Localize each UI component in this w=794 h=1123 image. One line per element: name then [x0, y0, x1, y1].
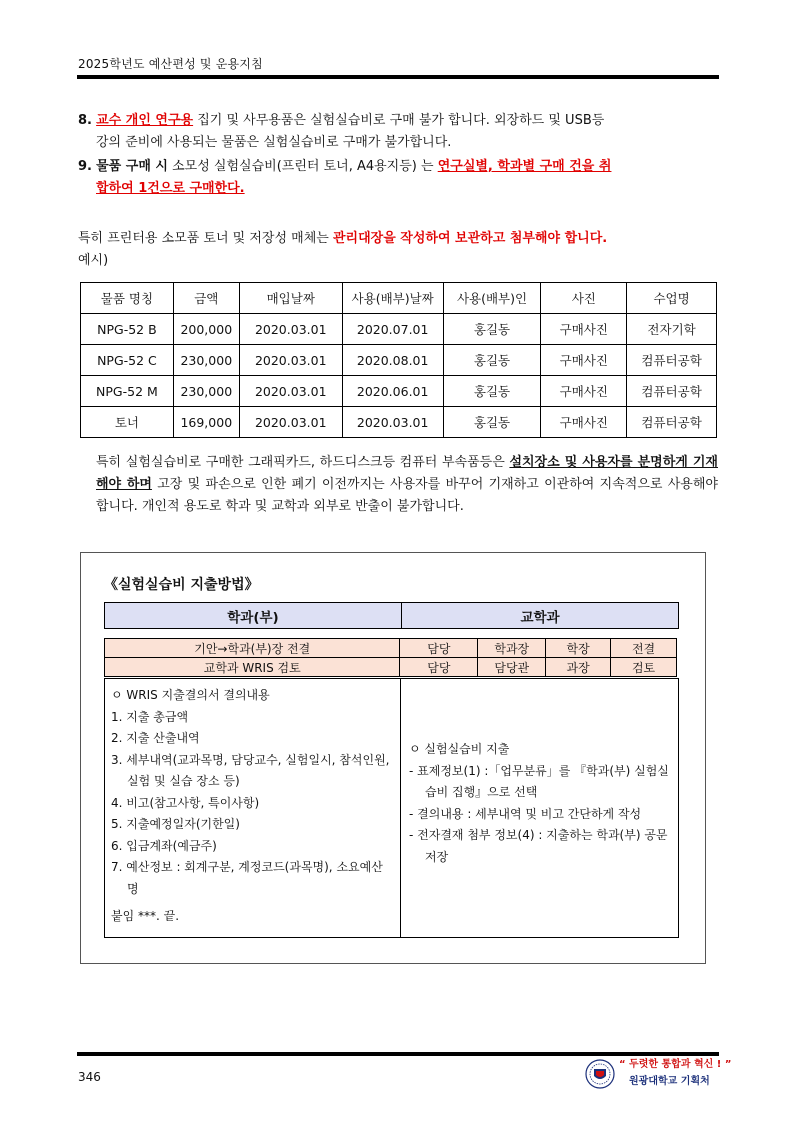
- item-9-highlight: 연구실별, 학과별 구매 건을 취: [437, 159, 612, 174]
- list-item: - 표제정보(1) :「업무분류」를 『학과(부) 실험실습비 집행』으로 선택: [409, 763, 669, 799]
- table-cell: NPG-52 M: [81, 376, 174, 407]
- approval-cell: 담당관: [478, 658, 546, 677]
- table-cell: 구매사진: [541, 345, 627, 376]
- table-row: [81, 345, 717, 376]
- table-cell: 컴퓨터공학: [627, 376, 717, 407]
- department-header: [104, 602, 679, 629]
- slogan: “ 두렷한 통합과 혁신 ! ”: [619, 1059, 732, 1070]
- table-cell: 컴퓨터공학: [627, 407, 717, 438]
- procedure-detail: [104, 678, 679, 938]
- table-header-cell: 물품 명칭: [81, 283, 174, 314]
- item-9-text: 소모성 실험실습비(프린터 토너, A4용지등) 는: [167, 159, 438, 174]
- header-divider: [77, 75, 719, 79]
- table-header-cell: 사용(배부)인: [443, 283, 541, 314]
- table-cell: 구매사진: [541, 314, 627, 345]
- approval-row: [105, 658, 677, 677]
- approval-row: [105, 639, 677, 658]
- table-cell: 2020.03.01: [239, 407, 342, 438]
- item-8: [78, 110, 720, 154]
- table-cell: 전자기학: [627, 314, 717, 345]
- organization-name: 원광대학교 기획처: [629, 1076, 710, 1087]
- table-header-cell: 사용(배부)날짜: [342, 283, 443, 314]
- item-8-number: 8.: [78, 113, 92, 128]
- expense-panel: [401, 679, 678, 937]
- dept-right-label: 교학과: [520, 609, 560, 626]
- table-cell: NPG-52 C: [81, 345, 174, 376]
- wris-heading: ㅇ WRIS 지출결의서 결의내용: [111, 688, 270, 702]
- list-item: - 결의내용 : 세부내역 및 비고 간단하게 작성: [409, 806, 642, 821]
- dept-left-label: 학과(부): [105, 603, 402, 628]
- approval-cell: 담당: [400, 658, 478, 677]
- item-ledger-table: [80, 282, 717, 438]
- equipment-note-text-1: 특히 실험실습비로 구매한 그래픽카드, 하드디스크등 컴퓨터 부속품등은: [96, 455, 510, 470]
- attachment-note: 붙임 ***. 끝.: [111, 909, 180, 923]
- table-cell: 2020.03.01: [239, 345, 342, 376]
- table-cell: 2020.08.01: [342, 345, 443, 376]
- table-cell: 토너: [81, 407, 174, 438]
- table-cell: 홍길동: [443, 376, 541, 407]
- approval-cell: 기안→학과(부)장 전결: [105, 639, 400, 658]
- table-row: [81, 407, 717, 438]
- list-item: 7. 예산정보 : 회계구분, 계정코드(과목명), 소요예산명: [111, 860, 383, 896]
- approval-table: [104, 638, 677, 677]
- item-9: [78, 156, 720, 200]
- approval-cell: 학장: [546, 639, 611, 658]
- table-header-cell: 매입날짜: [239, 283, 342, 314]
- notice: [78, 228, 720, 272]
- approval-cell: 담당: [400, 639, 478, 658]
- table-header-row: [81, 283, 717, 314]
- table-header-cell: 수업명: [627, 283, 717, 314]
- table-row: [81, 376, 717, 407]
- approval-cell: 학과장: [478, 639, 546, 658]
- procedure-title: 《실험실습비 지출방법》: [104, 577, 259, 593]
- wris-resolution-panel: [105, 679, 401, 937]
- notice-text: 특히 프린터용 소모품 토너 및 저장성 매체는: [78, 231, 333, 246]
- list-item: 1. 지출 총금액: [111, 709, 189, 724]
- table-cell: 구매사진: [541, 407, 627, 438]
- item-8-text-2: 강의 준비에 사용되는 물품은 실험실습비로 구매가 불가합니다.: [96, 135, 452, 150]
- approval-cell: 과장: [546, 658, 611, 677]
- table-cell: 169,000: [173, 407, 239, 438]
- expense-heading: ㅇ 실험실습비 지출: [409, 742, 510, 756]
- equipment-note-highlight: 설치장소 및 사용자를 분명하게 기재해야 하며: [96, 455, 718, 492]
- list-item: 3. 세부내역(교과목명, 담당교수, 실험일시, 참석인원, 실험 및 실습 장소 등): [111, 752, 390, 788]
- item-8-text: 집기 및 사무용품은 실험실습비로 구매 불가 합니다. 외장하드 및 USB등: [193, 113, 605, 128]
- table-cell: 2020.03.01: [342, 407, 443, 438]
- table-cell: 230,000: [173, 345, 239, 376]
- table-cell: 컴퓨터공학: [627, 345, 717, 376]
- notice-example: 예시): [78, 253, 109, 268]
- list-item: 5. 지출예정일자(기한일): [111, 817, 240, 831]
- table-cell: 200,000: [173, 314, 239, 345]
- table-cell: 230,000: [173, 376, 239, 407]
- list-item: - 전자결재 첨부 정보(4) : 지출하는 학과(부) 공문 저장: [409, 828, 668, 864]
- table-header-cell: 사진: [541, 283, 627, 314]
- table-cell: NPG-52 B: [81, 314, 174, 345]
- table-cell: 홍길동: [443, 314, 541, 345]
- table-cell: 2020.03.01: [239, 314, 342, 345]
- header-title: 2025학년도 예산편성 및 운용지침: [78, 57, 263, 71]
- equipment-note-text-2: 고장 및 파손으로 인한 폐기 이전까지는 사용자를 바꾸어 기재하고 이관하여 지속적으로 사용해야 합니다. 개인적 용도로 학과 및 교학과 외부로 반출이 불가합니다.: [96, 477, 718, 514]
- equipment-note: [96, 452, 718, 518]
- approval-cell: 전결: [611, 639, 677, 658]
- table-cell: 2020.07.01: [342, 314, 443, 345]
- approval-cell: 교학과 WRIS 검토: [105, 658, 400, 677]
- notice-highlight: 관리대장을 작성하여 보관하고 첨부해야 합니다.: [332, 231, 608, 246]
- page-number: 346: [78, 1070, 101, 1084]
- list-item: 2. 지출 산출내역: [111, 731, 200, 745]
- table-cell: 홍길동: [443, 407, 541, 438]
- list-item: 4. 비고(참고사항, 특이사항): [111, 795, 260, 810]
- approval-cell: 검토: [611, 658, 677, 677]
- table-cell: 2020.06.01: [342, 376, 443, 407]
- item-9-number: 9.: [78, 159, 92, 174]
- list-item: 6. 입금계좌(예금주): [111, 838, 217, 853]
- table-header-cell: 금액: [173, 283, 239, 314]
- table-cell: 홍길동: [443, 345, 541, 376]
- university-seal-icon: [585, 1059, 615, 1089]
- table-row: [81, 314, 717, 345]
- item-9-highlight-2: 합하여 1건으로 구매한다.: [96, 181, 245, 196]
- item-8-highlight: 교수 개인 연구용: [96, 113, 194, 128]
- table-cell: 2020.03.01: [239, 376, 342, 407]
- table-cell: 구매사진: [541, 376, 627, 407]
- item-9-lead: 물품 구매 시: [96, 159, 168, 174]
